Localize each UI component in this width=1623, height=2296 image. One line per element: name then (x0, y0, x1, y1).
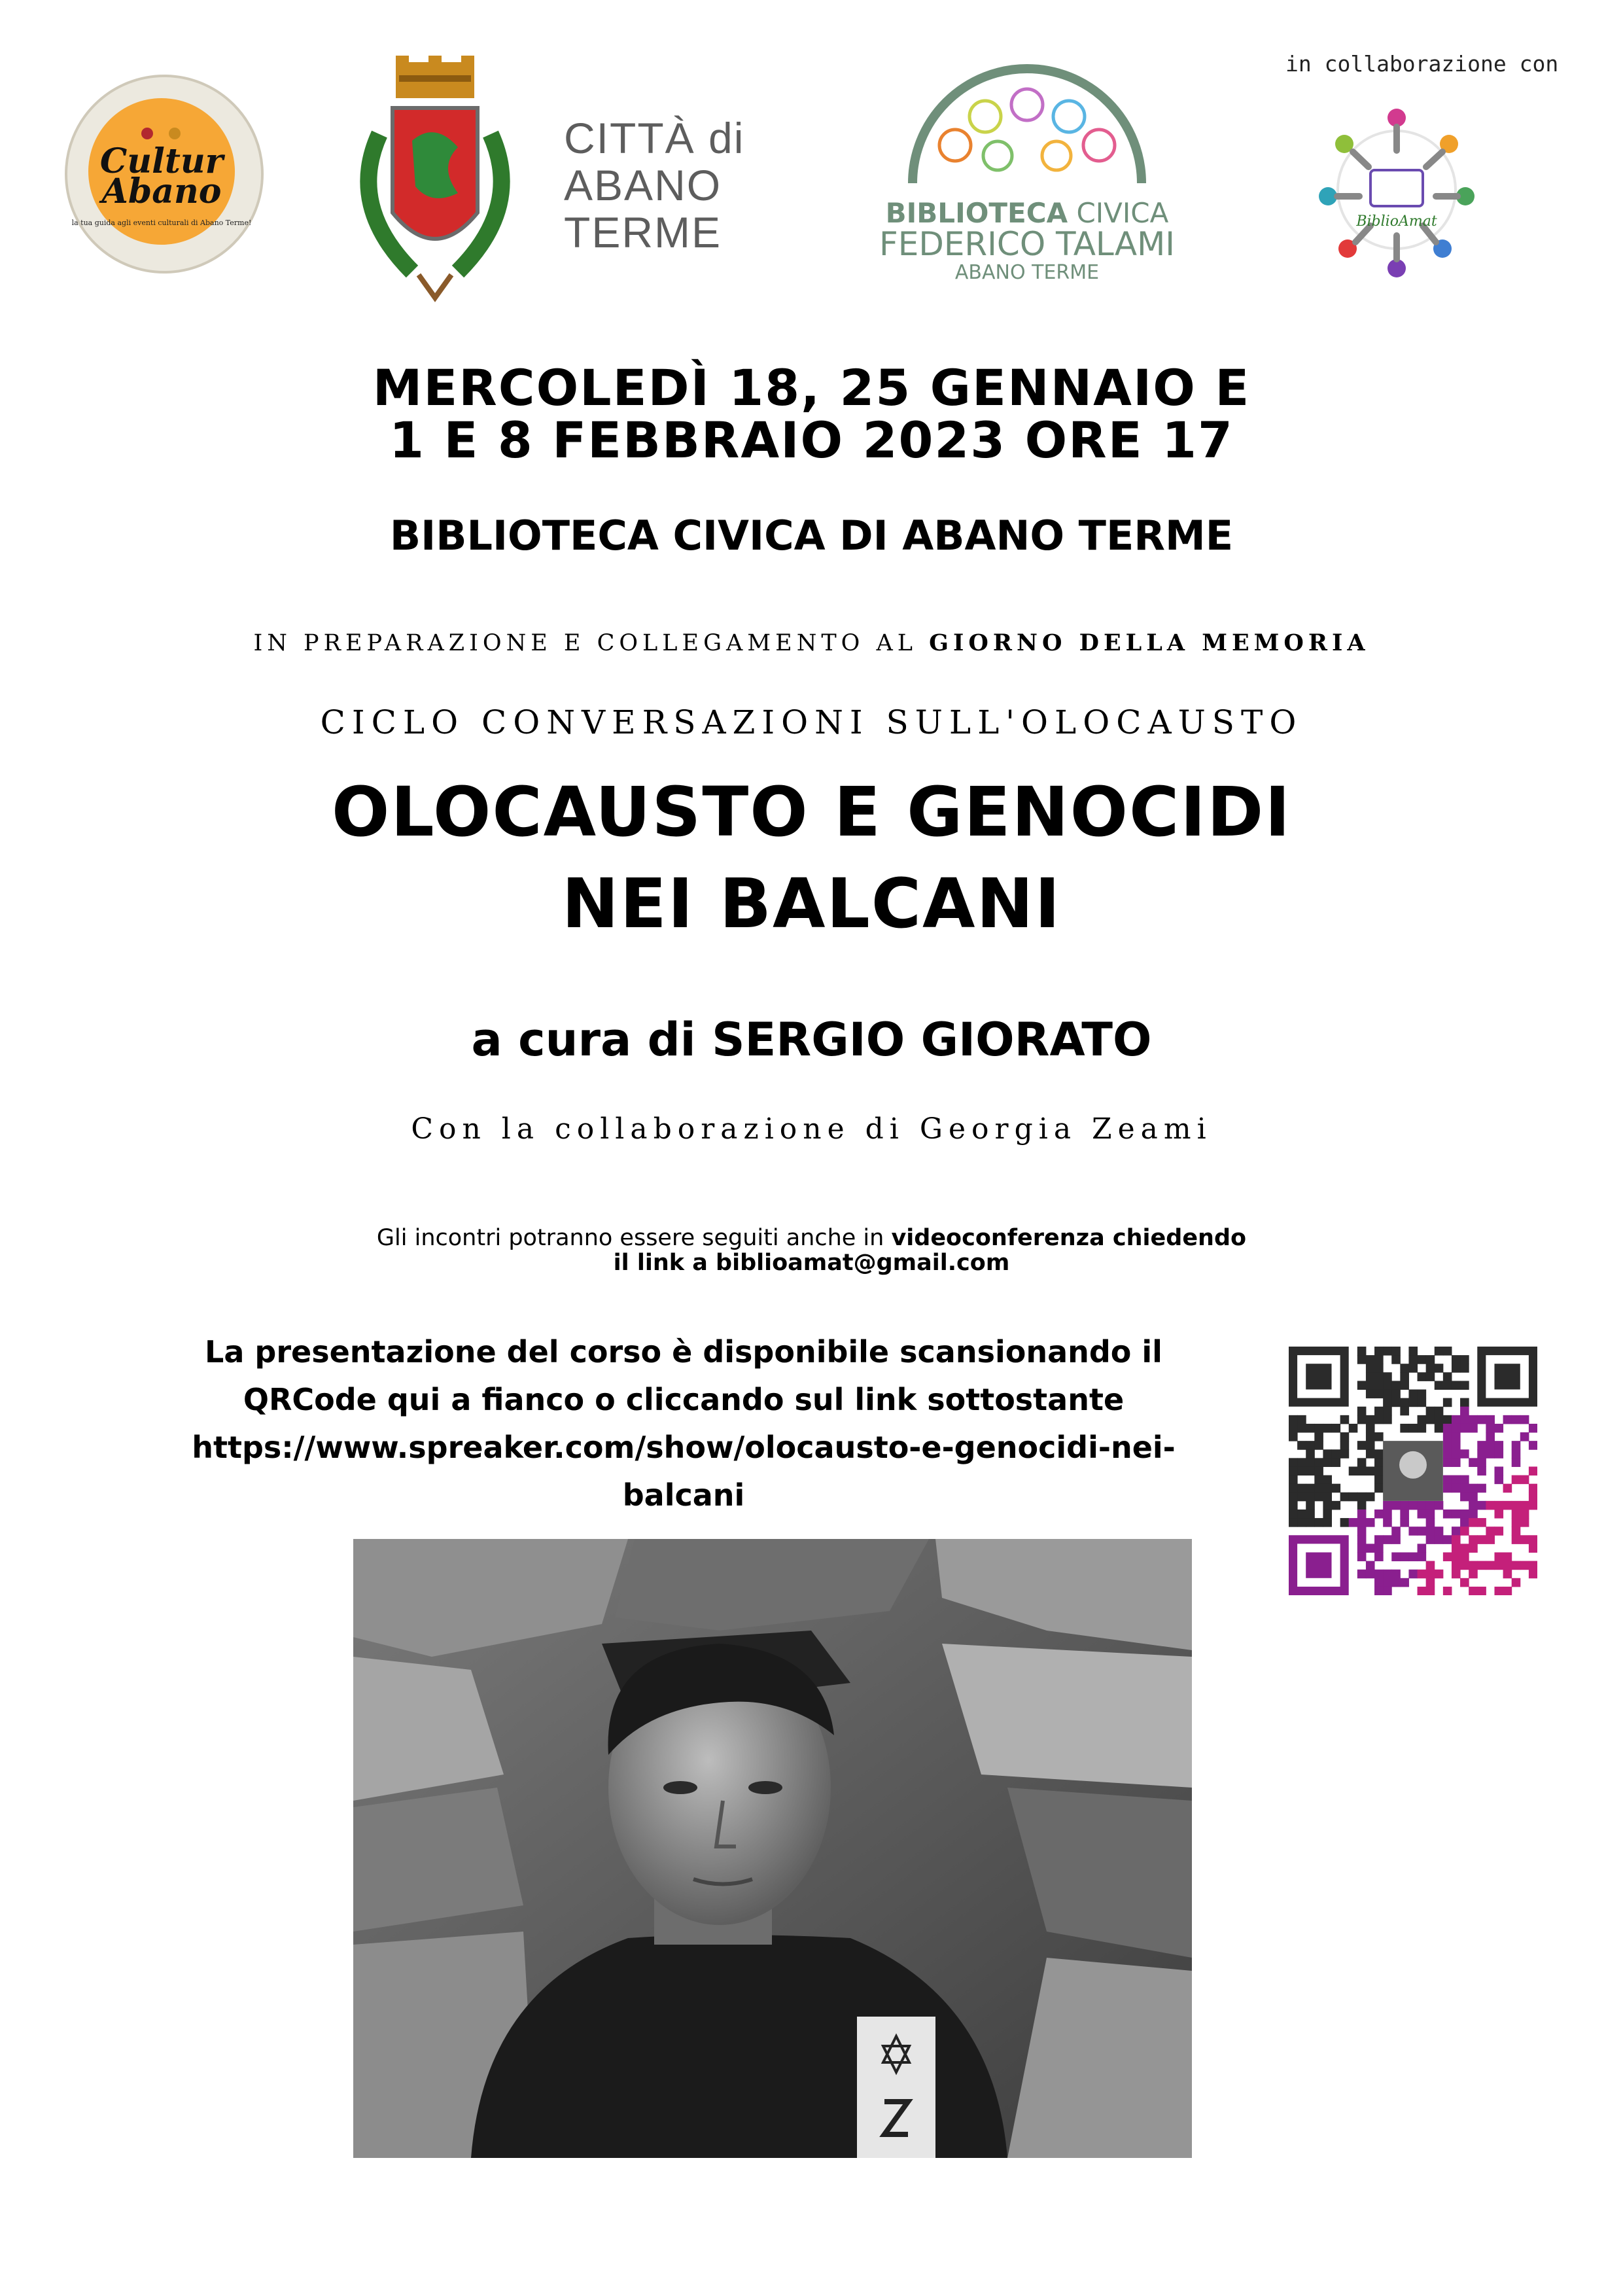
svg-text:BIBLIOTECA CIVICA (886, 197, 1169, 229)
abano-terme-sub: ABANO TERME (954, 261, 1100, 281)
memory-day-subtitle (0, 629, 1623, 656)
curator-line (0, 1013, 1623, 1067)
event-venue: BIBLIOTECA CIVICA DI ABANO TERME (389, 512, 1234, 559)
federico-talami: FEDERICO TALAMI (879, 225, 1176, 263)
citta-line3: TERME (564, 208, 722, 256)
biblioamat-text: BiblioAmat (1356, 213, 1437, 230)
pres-line1: La presentazione del corso è disponibile scansionando il (205, 1334, 1162, 1369)
prep-plain: IN PREPARAZIONE E COLLEGAMENTO AL (253, 630, 930, 656)
qr-code[interactable] (1289, 1347, 1537, 1595)
event-date-line1: MERCOLEDÌ 18, 25 GENNAIO E (372, 359, 1251, 417)
video-bold: videoconferenza chiedendo (891, 1225, 1247, 1251)
presentation-paragraph (150, 1328, 1217, 1519)
cultur-word: Cultur (99, 141, 224, 181)
event-date-line2: 1 E 8 FEBBRAIO 2023 ORE 17 (389, 411, 1234, 469)
collaboration-credit: Con la collaborazione di Georgia Zeami (411, 1112, 1212, 1146)
abano-word: Abano (101, 171, 222, 211)
biblioteca-civica-logo (850, 59, 1204, 281)
pres-link[interactable]: https://www.spreaker.com/show/olocausto-e-genocidi-nei- (192, 1430, 1176, 1465)
videoconference-note-line1 (0, 1225, 1623, 1251)
collaboration-label: in collaborazione con (1285, 51, 1559, 77)
cultur-tagline: la tua guida agli eventi culturali di Abano Terme! (71, 219, 252, 227)
civica-word: CIVICA (1076, 197, 1169, 229)
coat-of-arms-icon (340, 56, 530, 304)
conversation-cycle-label: CICLO CONVERSAZIONI SULL'OLOCAUSTO (320, 703, 1303, 741)
video-plain: Gli incontri potranno essere seguiti anche in (376, 1225, 892, 1251)
videoconference-note-line2: il link a biblioamat@gmail.com (613, 1250, 1010, 1276)
cultur-abano-logo (63, 73, 265, 275)
pres-line2: QRCode qui a fianco o cliccando sul link sottostante (243, 1382, 1125, 1417)
prep-bold: GIORNO DELLA MEMORIA (929, 629, 1370, 656)
biblioteca-word: BIBLIOTECA (885, 197, 1068, 229)
citta-line2: ABANO (564, 161, 722, 209)
curator-name: SERGIO GIORATO (712, 1013, 1152, 1067)
biblioamat-logo (1308, 98, 1485, 281)
pres-link-end[interactable]: balcani (622, 1477, 745, 1513)
citta-di-abano-terme-logo-text (564, 115, 744, 256)
title-line1: OLOCAUSTO E GENOCIDI (331, 772, 1292, 852)
curator-prefix: a cura di (471, 1013, 712, 1067)
historical-photo-boy (353, 1539, 1192, 2158)
title-line2: NEI BALCANI (561, 864, 1062, 944)
citta-line1: CITTÀ di (564, 114, 745, 162)
